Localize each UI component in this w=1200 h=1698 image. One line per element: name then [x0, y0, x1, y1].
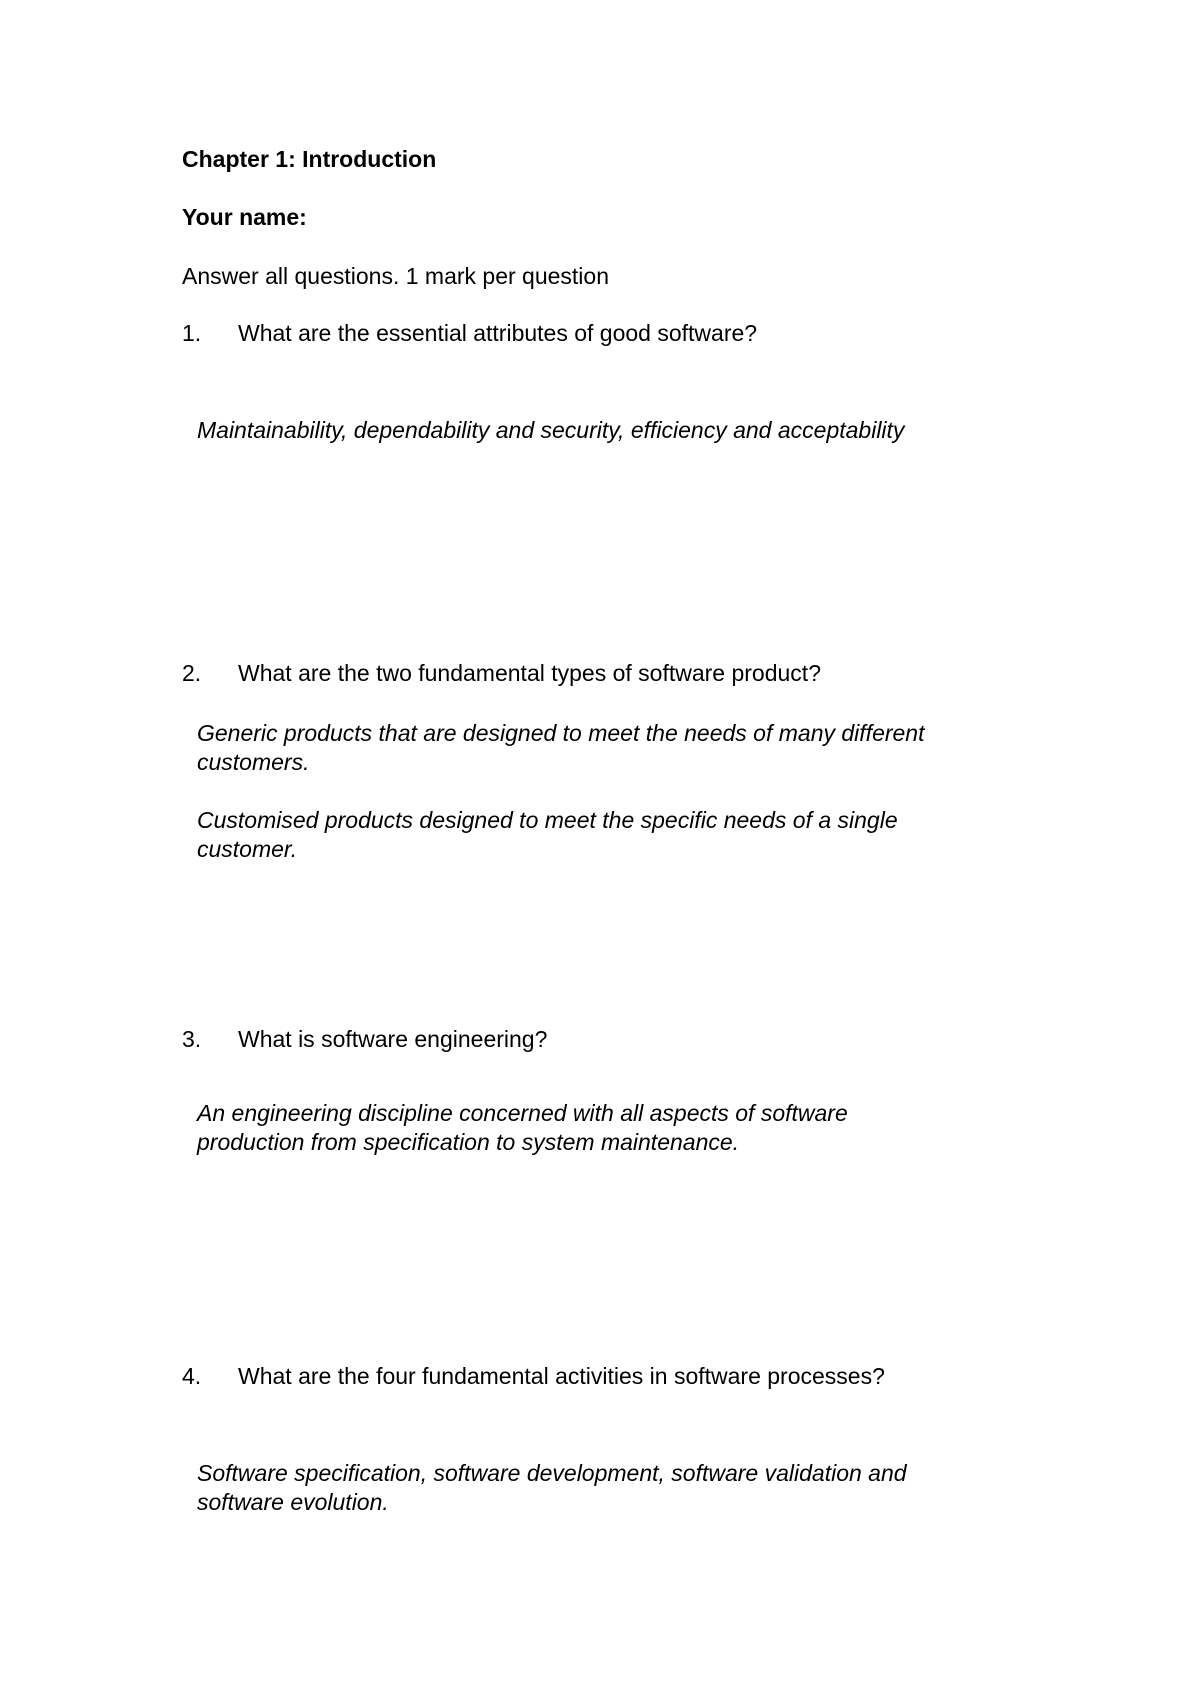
- question-4-text: What are the four fundamental activities in software processes?: [238, 1363, 885, 1389]
- question-1-answer: Maintainability, dependability and security, efficiency and acceptability: [197, 417, 905, 443]
- question-4-answer: Software specification, software development, software validation and software evolution.: [197, 1460, 907, 1515]
- name-label: Your name:: [182, 204, 307, 230]
- page-title: Chapter 1: Introduction: [182, 146, 437, 172]
- question-1-number: 1.: [182, 320, 202, 346]
- question-2-number: 2.: [182, 660, 202, 686]
- question-3-text: What is software engineering?: [238, 1026, 548, 1052]
- question-1-text: What are the essential attributes of good software?: [238, 320, 758, 346]
- question-3-number: 3.: [182, 1026, 202, 1052]
- question-2-text: What are the two fundamental types of software product?: [238, 660, 821, 686]
- question-4-number: 4.: [182, 1363, 202, 1389]
- question-3-answer: An engineering discipline concerned with all aspects of software production from specification to system maintenance.: [197, 1100, 848, 1155]
- question-2-answer-1: Generic products that are designed to meet the needs of many different customers.: [197, 720, 925, 775]
- question-2-answer-2: Customised products designed to meet the specific needs of a single customer.: [197, 807, 898, 862]
- instructions-text: Answer all questions. 1 mark per question: [182, 263, 609, 289]
